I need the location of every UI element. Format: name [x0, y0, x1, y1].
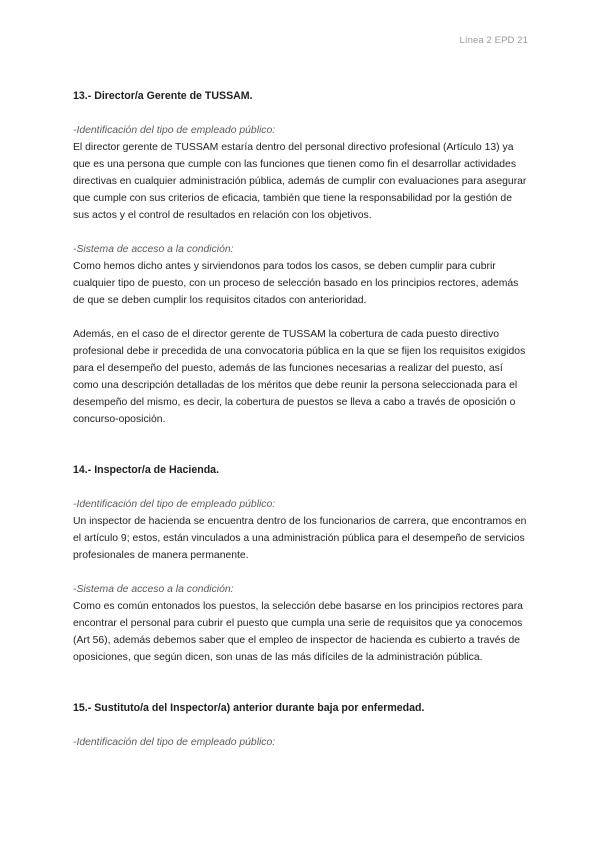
section-15	[73, 700, 529, 751]
section-title: 15.- Sustituto/a del Inspector/a) anterior durante baja por enfermedad.	[73, 702, 425, 714]
document-body	[73, 88, 529, 751]
section-paragraph: Como hemos dicho antes y sirviendonos para todos los casos, se deben cumplir para cubrir cualquier tipo de puesto, con un proceso de selección basado en los principios rectores, además de que se deben cumplir los requisitos citados con anterioridad.	[73, 261, 519, 306]
page-header-label: Línea 2 EPD 21	[459, 35, 528, 46]
section-subheading: -Identificación del tipo de empleado público:	[73, 125, 276, 136]
section-subheading: -Identificación del tipo de empleado público:	[73, 737, 276, 748]
section-paragraph: Como es común entonados los puestos, la selección debe basarse en los principios rectores para encontrar el personal para cubrir el puesto que cumpla una serie de requisitos que ya conocemos (Art 56), además debemos saber que el empleo de inspector de hacienda es cubierto a través de oposiciones, que según dicen, son unas de las más difíciles de la administración pública.	[73, 601, 523, 663]
section-paragraph: Además, en el caso de el director gerente de TUSSAM la cobertura de cada puesto directivo profesional debe ir precedida de una convocatoria pública en la que se fijen los requisitos exigidos para el desempeño del puesto, además de las funciones necesarias a realizar del puesto, así como una descripción detalladas de los méritos que debe reunir la persona seleccionada para el desempeño del mismo, es decir, la cobertura de puestos se lleva a cabo a través de oposición o concurso-oposición.	[73, 329, 526, 425]
section-13	[73, 88, 529, 428]
section-subheading: -Sistema de acceso a la condición:	[73, 584, 234, 595]
section-subheading: -Sistema de acceso a la condición:	[73, 244, 234, 255]
section-title: 14.- Inspector/a de Hacienda.	[73, 464, 220, 476]
section-subheading: -Identificación del tipo de empleado público:	[73, 499, 276, 510]
section-paragraph: El director gerente de TUSSAM estaría dentro del personal directivo profesional (Artículo 13) ya que es una persona que cumple con las funciones que tienen como fin el desarrollar actividades directivas en cualquier administración pública, además de cumplir con evaluaciones para asegurar que cumple con sus criterios de eficacia, también que tiene la responsabilidad por la gestión de sus actos y el control de resultados en relación con los objetivos.	[73, 142, 527, 221]
section-14	[73, 462, 529, 666]
section-title: 13.- Director/a Gerente de TUSSAM.	[73, 90, 253, 102]
section-paragraph: Un inspector de hacienda se encuentra dentro de los funcionarios de carrera, que encontramos en el artículo 9; estos, están vinculados a una administración pública para el desempeño de servicios profesionales de manera permanente.	[73, 516, 527, 561]
